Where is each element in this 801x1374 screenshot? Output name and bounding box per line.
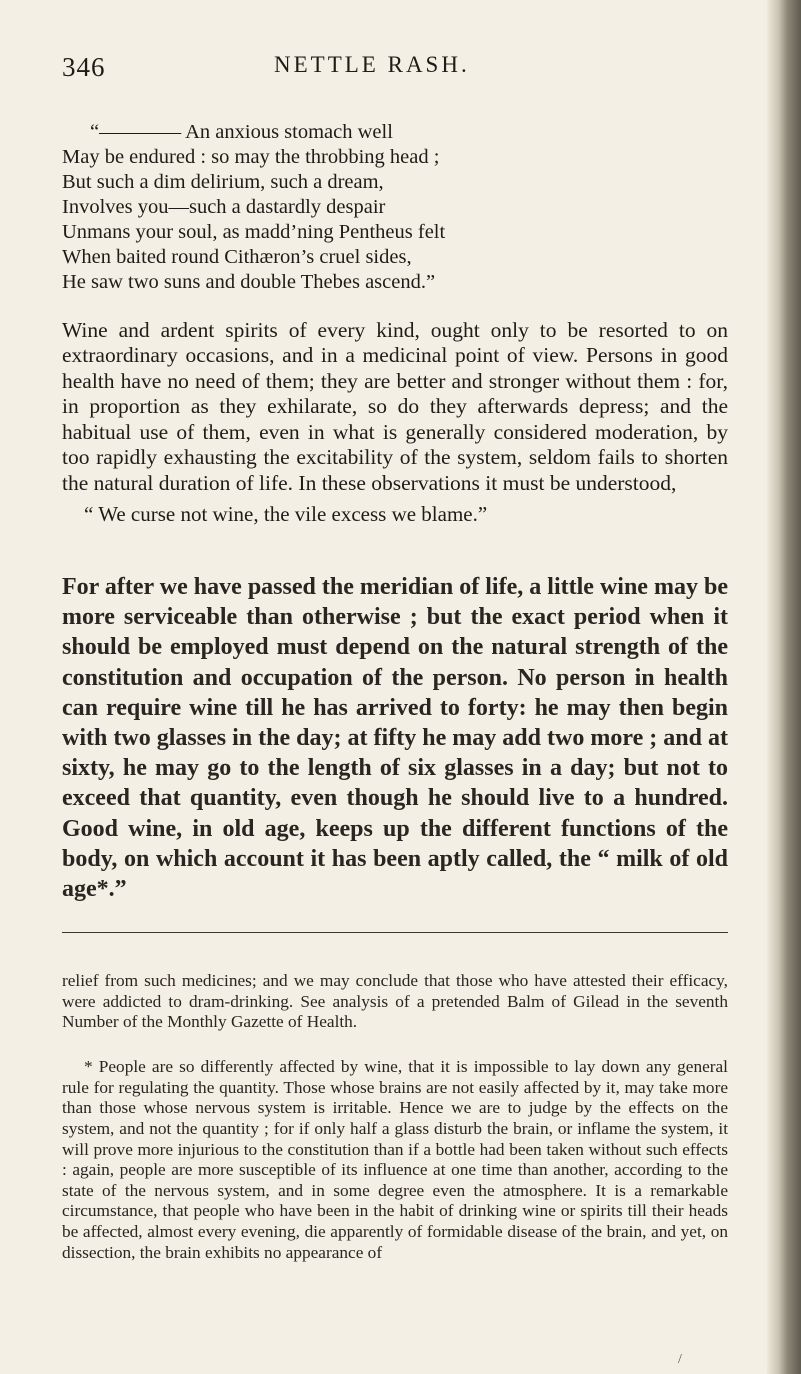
quote-curse-not-wine: “ We curse not wine, the vile excess we blame.” — [84, 502, 488, 526]
running-title: NETTLE RASH. — [274, 52, 470, 77]
paragraph-meridian-of-life: For after we have passed the meridian of life, a little wine may be more serviceable than otherwise ; but the exact period when it should be employed must depend on the natural strength of the constitution and occupation of the person. No person in health can require wine till he has arrived to forty: he may then begin with two glasses in the day; at fifty he may add two more ; and at sixty, he may go to the length of six glasses in a day; but not to exceed that quantity, even though he should live to a hundred. Good wine, in old age, keeps up the different functions of the body, on which account it has been aptly called, the “ milk of old age*.” — [62, 574, 728, 903]
paragraph-wine-spirits: Wine and ardent spirits of every kind, ought only to be resorted to on extraordinary occasions, and in a medicinal point of view. Persons in good health have no need of them; they are better and stronger without them : for, in proportion as they exhilarate, so do they afterwards depress; and the habitual use of them, even in what is generally considered moderation, by too rapidly exhausting the excitability of the system, seldom fails to shorten the natural duration of life. In these observations it must be understood, — [62, 317, 728, 495]
verse-line: Unmans your soul, as madd’ning Pentheus felt — [62, 221, 446, 243]
verse-line: “———— An anxious stomach well — [90, 121, 393, 143]
footnote-divider — [62, 932, 728, 933]
page-mark: / — [678, 1352, 682, 1367]
verse-quotation — [62, 120, 582, 295]
footnote-relief: relief from such medicines; and we may conclude that those who have attested their efficacy, were addicted to dram-drinking. See analysis of a pretended Balm of Gilead in the seventh Number of the Monthly Gazette of Health. — [62, 971, 728, 1032]
page-edge-shadow — [767, 0, 801, 1374]
page-number: 346 — [62, 52, 106, 82]
verse-line: May be endured : so may the throbbing head ; — [62, 146, 440, 168]
verse-line: But such a dim delirium, such a dream, — [62, 171, 384, 193]
page-header — [62, 52, 702, 92]
footnote-people-affected: * People are so differently affected by wine, that it is impossible to lay down any general rule for regulating the quantity. Those whose brains are not easily affected by it, may take more than those whose nervous system is irritable. Hence we are to judge by the effects on the system, and not the quantity ; for if only half a glass disturb the brain, or inflame the system, it will prove more injurious to the constitution than if a bottle had been taken without such effects : again, people are more susceptible of its influence at one time than another, according to the state of the nervous system, and in some degree even the atmosphere. It is a remarkable circumstance, that people who have been in the habit of drinking wine or spirits till their heads be affected, almost every evening, die apparently of formidable disease of the brain, and yet, on dissection, the brain exhibits no appearance of — [62, 1057, 728, 1262]
verse-line: He saw two suns and double Thebes ascend.” — [62, 271, 436, 293]
verse-line: Involves you—such a dastardly despair — [62, 196, 386, 218]
verse-line: When baited round Cithæron’s cruel sides, — [62, 246, 412, 268]
